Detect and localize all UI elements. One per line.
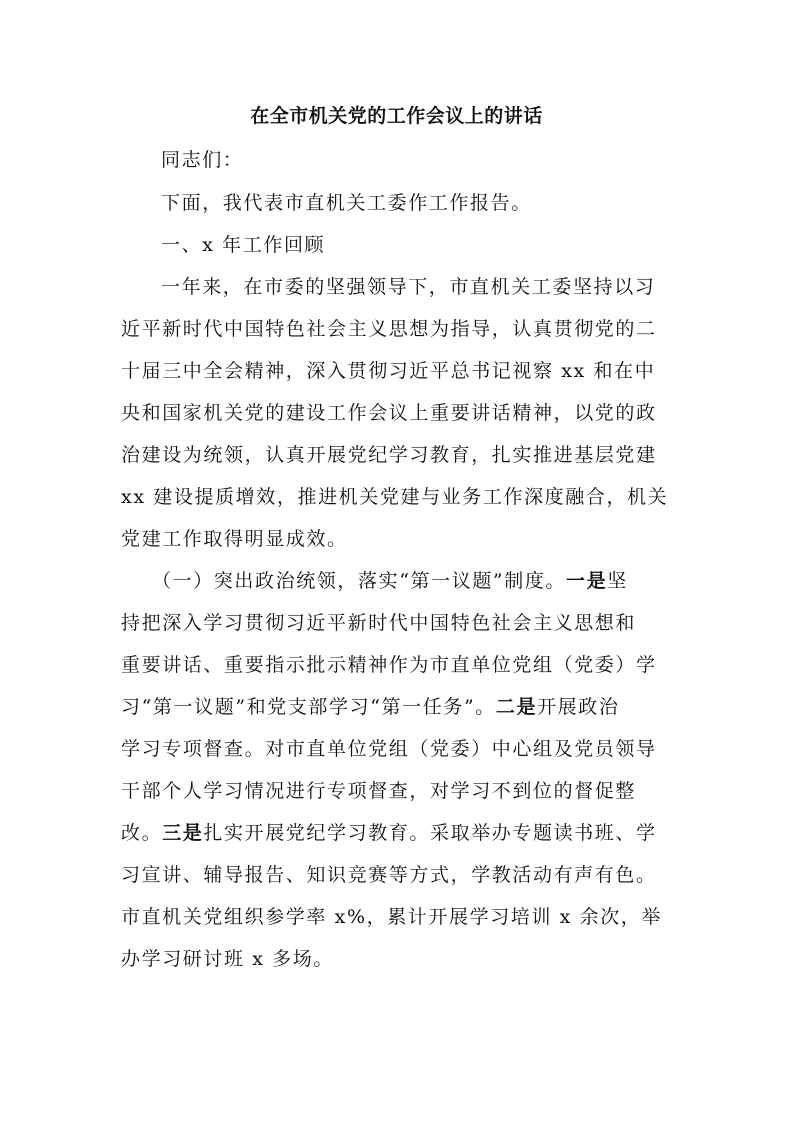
paragraph-line: 央和国家机关党的建设工作会议上重要讲话精神，以党的政 xyxy=(121,402,657,424)
subheading-text: （一）突出政治统领，落实“第一议题”制度。 xyxy=(152,570,567,592)
paragraph-line xyxy=(121,693,619,721)
paragraph-line: 近平新时代中国特色社会主义思想为指导，认真贯彻党的二 xyxy=(121,318,657,340)
paragraph-line: 党建工作取得明显成效。 xyxy=(121,528,348,550)
emphasis-text: 一是 xyxy=(566,570,608,592)
paragraph-line: 十届三中全会精神，深入贯彻习近平总书记视察 xx 和在中 xyxy=(121,360,656,382)
paragraph-line: 一年来，在市委的坚强领导下，市直机关工委坚持以习 xyxy=(161,276,656,298)
paragraph-line: 干部个人学习情况进行专项督查，对学习不到位的督促整 xyxy=(121,780,637,802)
document-title: 在全市机关党的工作会议上的讲话 xyxy=(250,105,543,127)
paragraph-line: 市直机关党组织参学率 x%，累计开展学习培训 x 余次，举 xyxy=(121,906,663,928)
line-text: 改。 xyxy=(121,822,163,844)
paragraph-line: 办学习研讨班 x 多场。 xyxy=(121,948,334,970)
intro-line: 下面，我代表市直机关工委作工作报告。 xyxy=(161,192,532,214)
line-tail: 坚 xyxy=(607,570,628,592)
section-heading: 一、x 年工作回顾 xyxy=(161,234,326,256)
paragraph-line: 治建设为统领，认真开展党纪学习教育，扎实推进基层党建 xyxy=(121,444,657,466)
paragraph-line xyxy=(121,819,657,847)
paragraph-line: 持把深入学习贯彻习近平新时代中国特色社会主义思想和 xyxy=(121,612,637,634)
line-text: 习“第一议题”和党支部学习“第一任务”。 xyxy=(121,696,496,718)
paragraph-line: 学习专项督查。对市直单位党组（党委）中心组及党员领导 xyxy=(121,738,657,760)
paragraph-line: 重要讲话、重要指示批示精神作为市直单位党组（党委）学 xyxy=(121,654,657,676)
line-tail: 开展政治 xyxy=(537,696,620,718)
paragraph-line xyxy=(152,567,628,595)
emphasis-text: 三是 xyxy=(162,822,204,844)
paragraph-line: xx 建设提质增效，推进机关党建与业务工作深度融合，机关 xyxy=(121,486,669,508)
salutation: 同志们： xyxy=(161,149,244,171)
paragraph-line: 习宣讲、辅导报告、知识竞赛等方式，学教活动有声有色。 xyxy=(121,864,657,886)
line-tail: 扎实开展党纪学习教育。采取举办专题读书班、学 xyxy=(203,822,657,844)
emphasis-text: 二是 xyxy=(495,696,538,718)
